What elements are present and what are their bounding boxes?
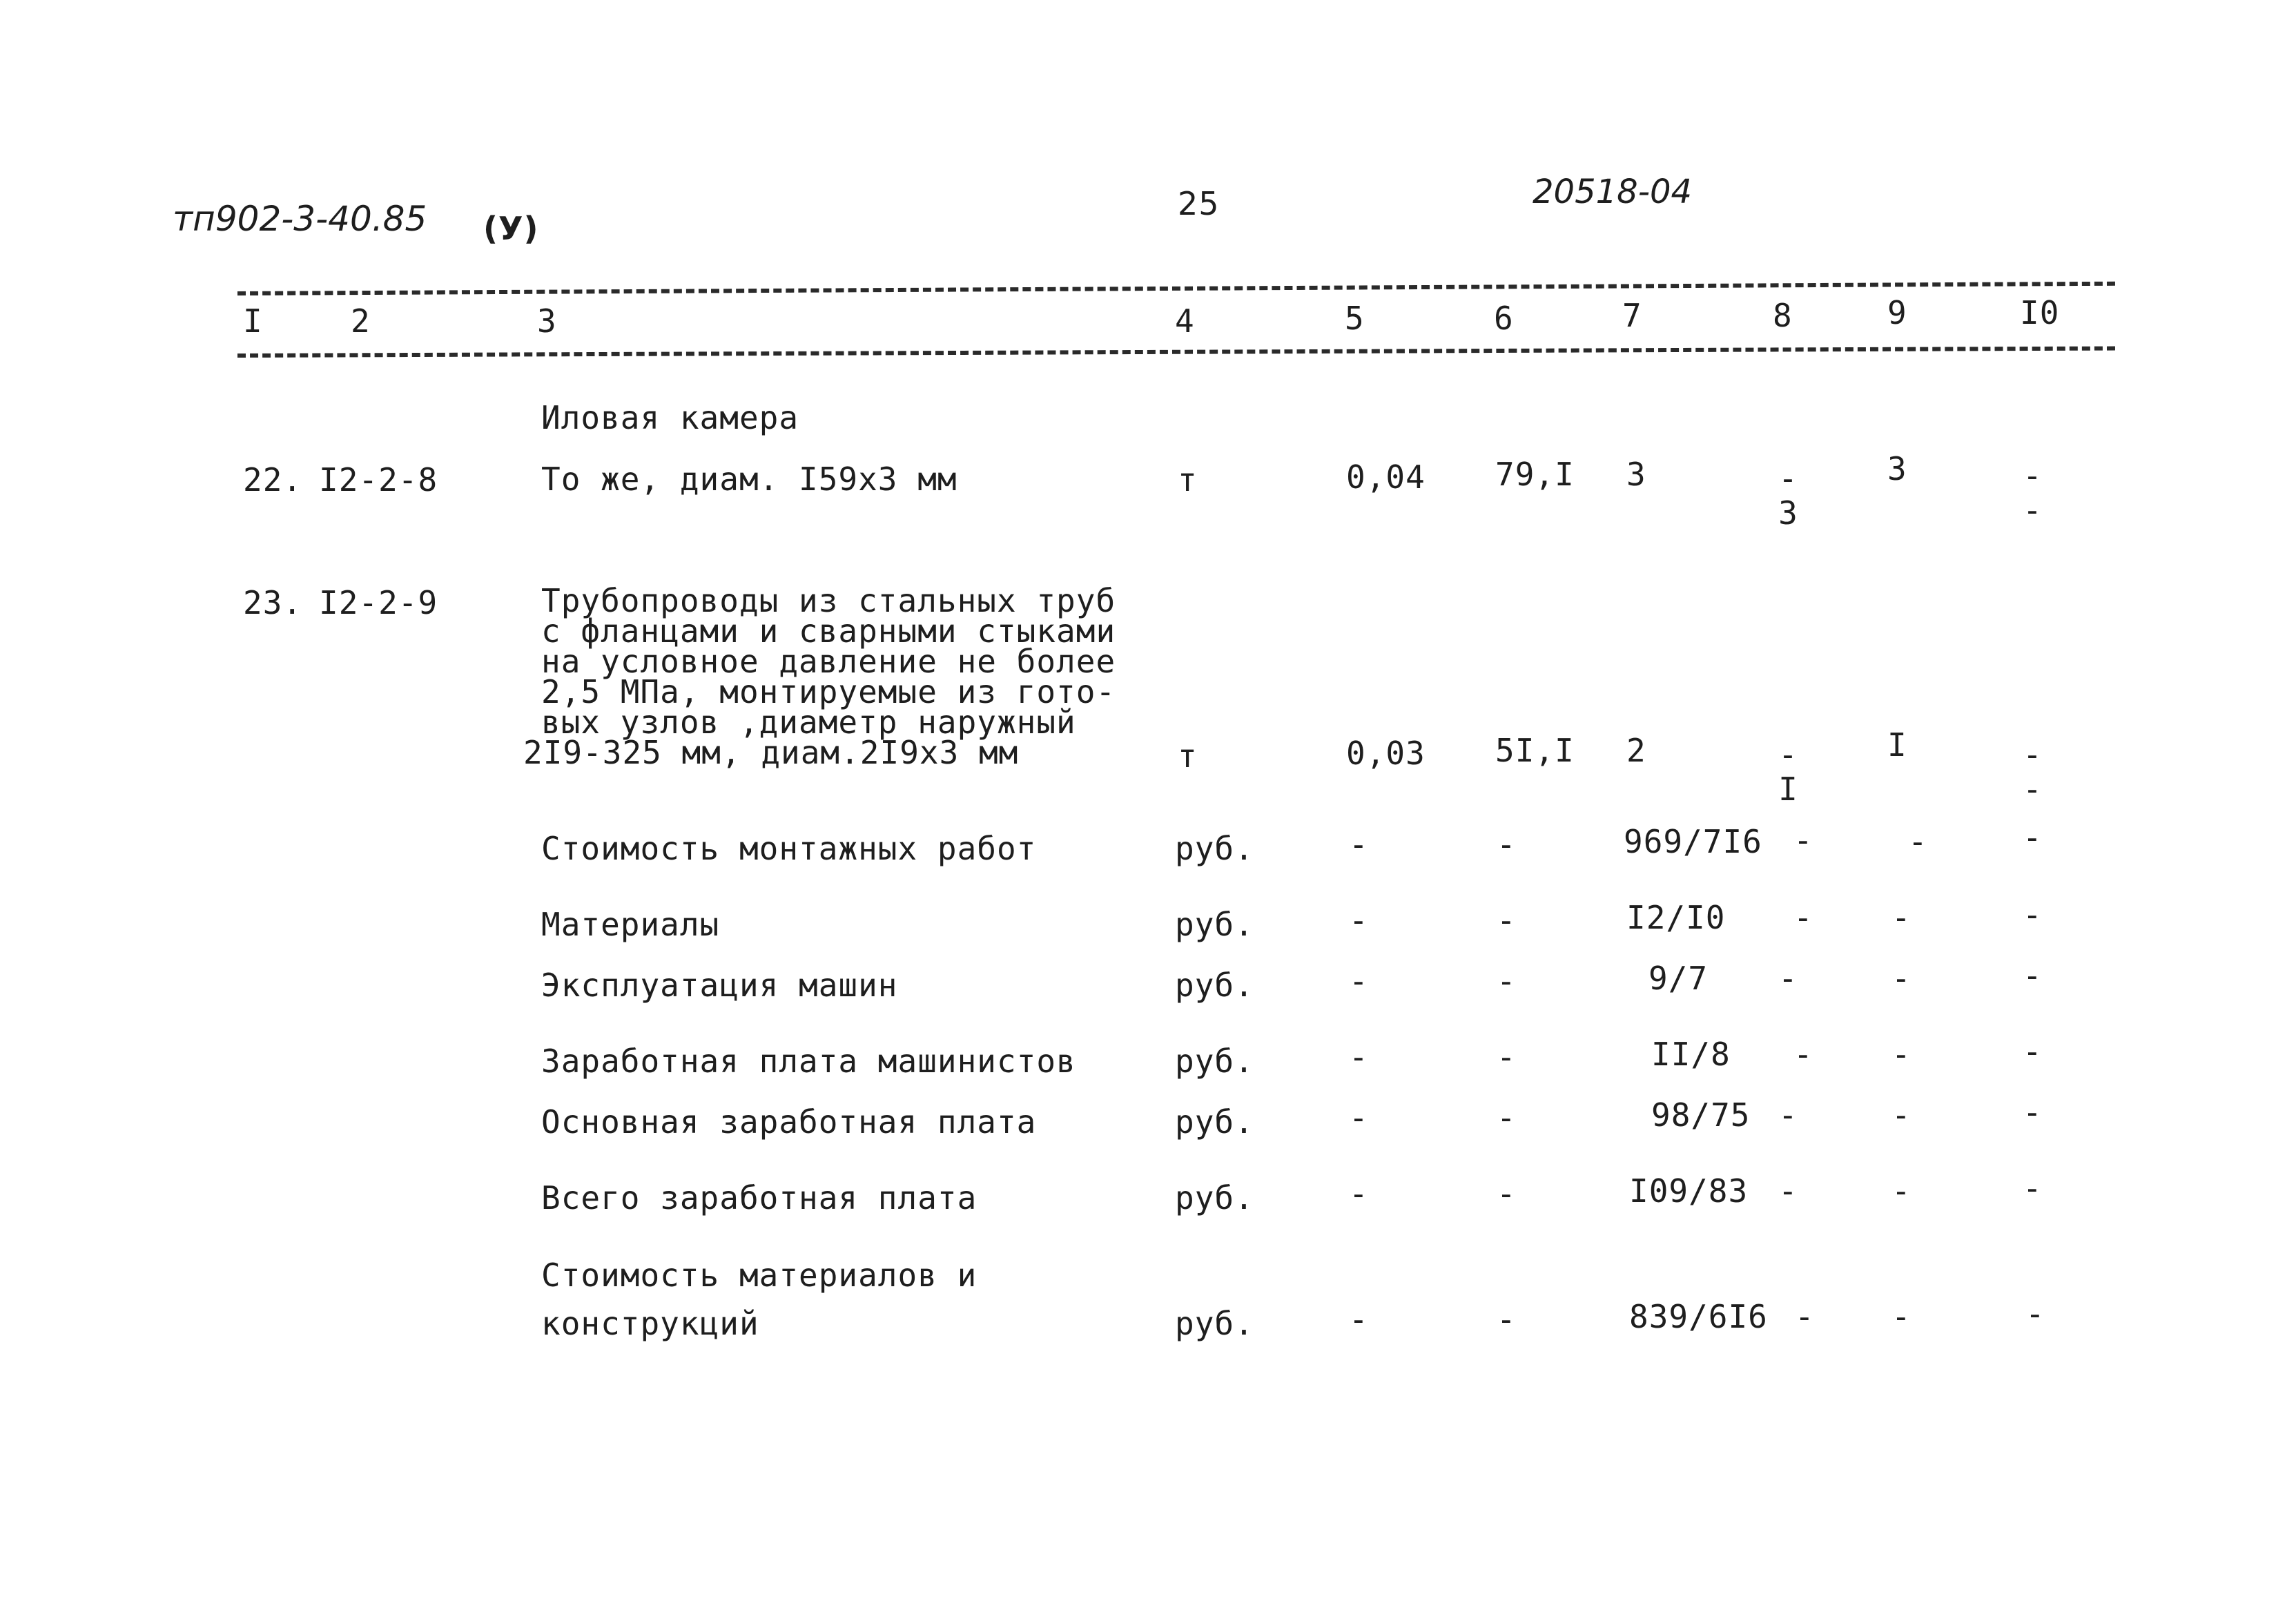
- item-description: То же, диам. I59х3 мм: [541, 461, 957, 498]
- summary-col7: 9/7: [1648, 960, 1709, 997]
- item-code: I2-2-8: [319, 461, 438, 498]
- item-description-line: 2I9-325 мм, диам.2I9х3 мм: [523, 734, 1019, 771]
- summary-col6: -: [1497, 1301, 1517, 1338]
- summary-col5: -: [1349, 902, 1369, 939]
- item-col5: 0,04: [1346, 458, 1426, 496]
- item-col10-fraction: [2018, 458, 2046, 527]
- summary-col9: -: [1891, 1172, 1911, 1210]
- summary-col7: I2/I0: [1626, 899, 1726, 936]
- column-header: 6: [1494, 300, 1514, 337]
- item-code: I2-2-9: [319, 584, 438, 621]
- item-number: 22.: [243, 461, 303, 498]
- summary-col5: -: [1349, 1175, 1369, 1212]
- summary-col6: -: [1497, 1038, 1517, 1076]
- summary-col8: -: [1793, 899, 1813, 936]
- item-col7: 3: [1626, 456, 1646, 493]
- summary-col6: -: [1497, 1099, 1517, 1136]
- summary-unit: руб.: [1175, 906, 1254, 943]
- summary-col8: -: [1793, 1036, 1813, 1073]
- column-header: 7: [1622, 297, 1642, 334]
- summary-col9: -: [1891, 1298, 1911, 1335]
- item-description-line: Трубопроводы из стальных труб: [541, 582, 1116, 619]
- summary-label-line: Стоимость материалов и: [541, 1257, 977, 1294]
- summary-col7: II/8: [1651, 1036, 1731, 1073]
- column-header: I0: [2020, 294, 2060, 331]
- summary-col9: -: [1891, 1096, 1911, 1134]
- item-unit: т: [1178, 461, 1198, 498]
- item-col7: 2: [1626, 732, 1646, 769]
- item-col10-fraction: [2018, 737, 2046, 806]
- fraction-bottom: -: [2023, 492, 2042, 529]
- summary-unit: руб.: [1175, 1043, 1254, 1080]
- fraction-bottom: -: [2023, 771, 2042, 808]
- summary-col9: -: [1891, 1036, 1911, 1073]
- item-description-line: вых узлов ,диаметр наружный: [541, 704, 1076, 741]
- column-header: 3: [537, 302, 557, 340]
- variant-mark: (У): [483, 210, 539, 247]
- item-unit: т: [1178, 737, 1198, 775]
- summary-col7: 839/6I6: [1629, 1298, 1768, 1335]
- fraction-top: -: [1778, 460, 1798, 497]
- header-bottom-rule: [237, 347, 2115, 358]
- item-description-line: с фланцами и сварными стыками: [541, 612, 1116, 650]
- item-col6: 5I,I: [1495, 732, 1575, 769]
- item-col9: 3: [1887, 450, 1907, 487]
- item-col6: 79,I: [1495, 456, 1575, 493]
- summary-label: Основная заработная плата: [541, 1103, 1037, 1141]
- summary-col5: -: [1349, 1301, 1369, 1338]
- summary-col5: -: [1349, 1099, 1369, 1136]
- summary-col6: -: [1497, 902, 1517, 939]
- summary-col7: I09/83: [1629, 1172, 1749, 1210]
- summary-col10: -: [2023, 1170, 2043, 1207]
- summary-col6: -: [1497, 826, 1517, 863]
- summary-label: Заработная плата машинистов: [541, 1043, 1076, 1080]
- summary-col9: -: [1908, 823, 1928, 860]
- column-header: 4: [1175, 302, 1195, 340]
- summary-col5: -: [1349, 1038, 1369, 1076]
- summary-col10: -: [2023, 896, 2043, 933]
- header-top-rule: [237, 282, 2115, 295]
- summary-col6: -: [1497, 1175, 1517, 1212]
- summary-unit: руб.: [1175, 1179, 1254, 1217]
- summary-col8: -: [1795, 1298, 1815, 1335]
- summary-col7: 98/75: [1651, 1096, 1751, 1134]
- summary-col5: -: [1349, 962, 1369, 1000]
- item-col8-fraction: [1774, 461, 1802, 530]
- summary-unit: руб.: [1175, 967, 1254, 1004]
- column-header: 2: [351, 302, 371, 340]
- summary-col8: -: [1778, 1096, 1798, 1134]
- fraction-top: -: [2023, 736, 2042, 773]
- summary-col6: -: [1497, 962, 1517, 1000]
- summary-col5: -: [1349, 826, 1369, 863]
- summary-col10: -: [2023, 1033, 2043, 1070]
- summary-col10: -: [2023, 1094, 2043, 1131]
- item-number: 23.: [243, 584, 303, 621]
- item-col8-fraction: [1774, 737, 1802, 806]
- summary-col7: 969/7I6: [1624, 823, 1762, 860]
- page-number: 25: [1178, 185, 1220, 222]
- summary-label-line: конструкций: [541, 1305, 759, 1342]
- column-header: 8: [1773, 297, 1793, 334]
- fraction-top: -: [2023, 457, 2042, 494]
- fraction-bottom: I: [1778, 771, 1798, 808]
- column-header: 5: [1345, 300, 1365, 337]
- summary-unit: руб.: [1175, 1103, 1254, 1141]
- summary-unit: руб.: [1175, 1305, 1254, 1342]
- summary-unit: руб.: [1175, 830, 1254, 867]
- fraction-top: -: [1778, 736, 1798, 773]
- summary-col9: -: [1891, 899, 1911, 936]
- item-col5: 0,03: [1346, 735, 1426, 772]
- item-col9: I: [1887, 726, 1907, 764]
- reference-number: 20518-04: [1533, 173, 1693, 211]
- section-title: Иловая камера: [541, 399, 799, 436]
- summary-col8: -: [1778, 960, 1798, 997]
- summary-col10: -: [2023, 819, 2043, 856]
- fraction-bottom: 3: [1778, 494, 1798, 532]
- column-header: 9: [1887, 294, 1907, 331]
- summary-col10: -: [2023, 957, 2043, 994]
- summary-label: Стоимость монтажных работ: [541, 830, 1037, 867]
- item-description-line: 2,5 МПа, монтируемые из гото-: [541, 673, 1116, 710]
- document-code: тп902-3-40.85: [173, 199, 427, 239]
- summary-col8: -: [1793, 822, 1813, 859]
- summary-label: Всего заработная плата: [541, 1179, 977, 1217]
- summary-col10: -: [2025, 1295, 2045, 1332]
- item-description-line: на условное давление не более: [541, 643, 1116, 680]
- summary-col8: -: [1778, 1172, 1798, 1210]
- column-header: I: [243, 302, 263, 340]
- summary-label: Эксплуатация машин: [541, 967, 898, 1004]
- summary-col9: -: [1891, 960, 1911, 997]
- summary-label: Материалы: [541, 906, 720, 943]
